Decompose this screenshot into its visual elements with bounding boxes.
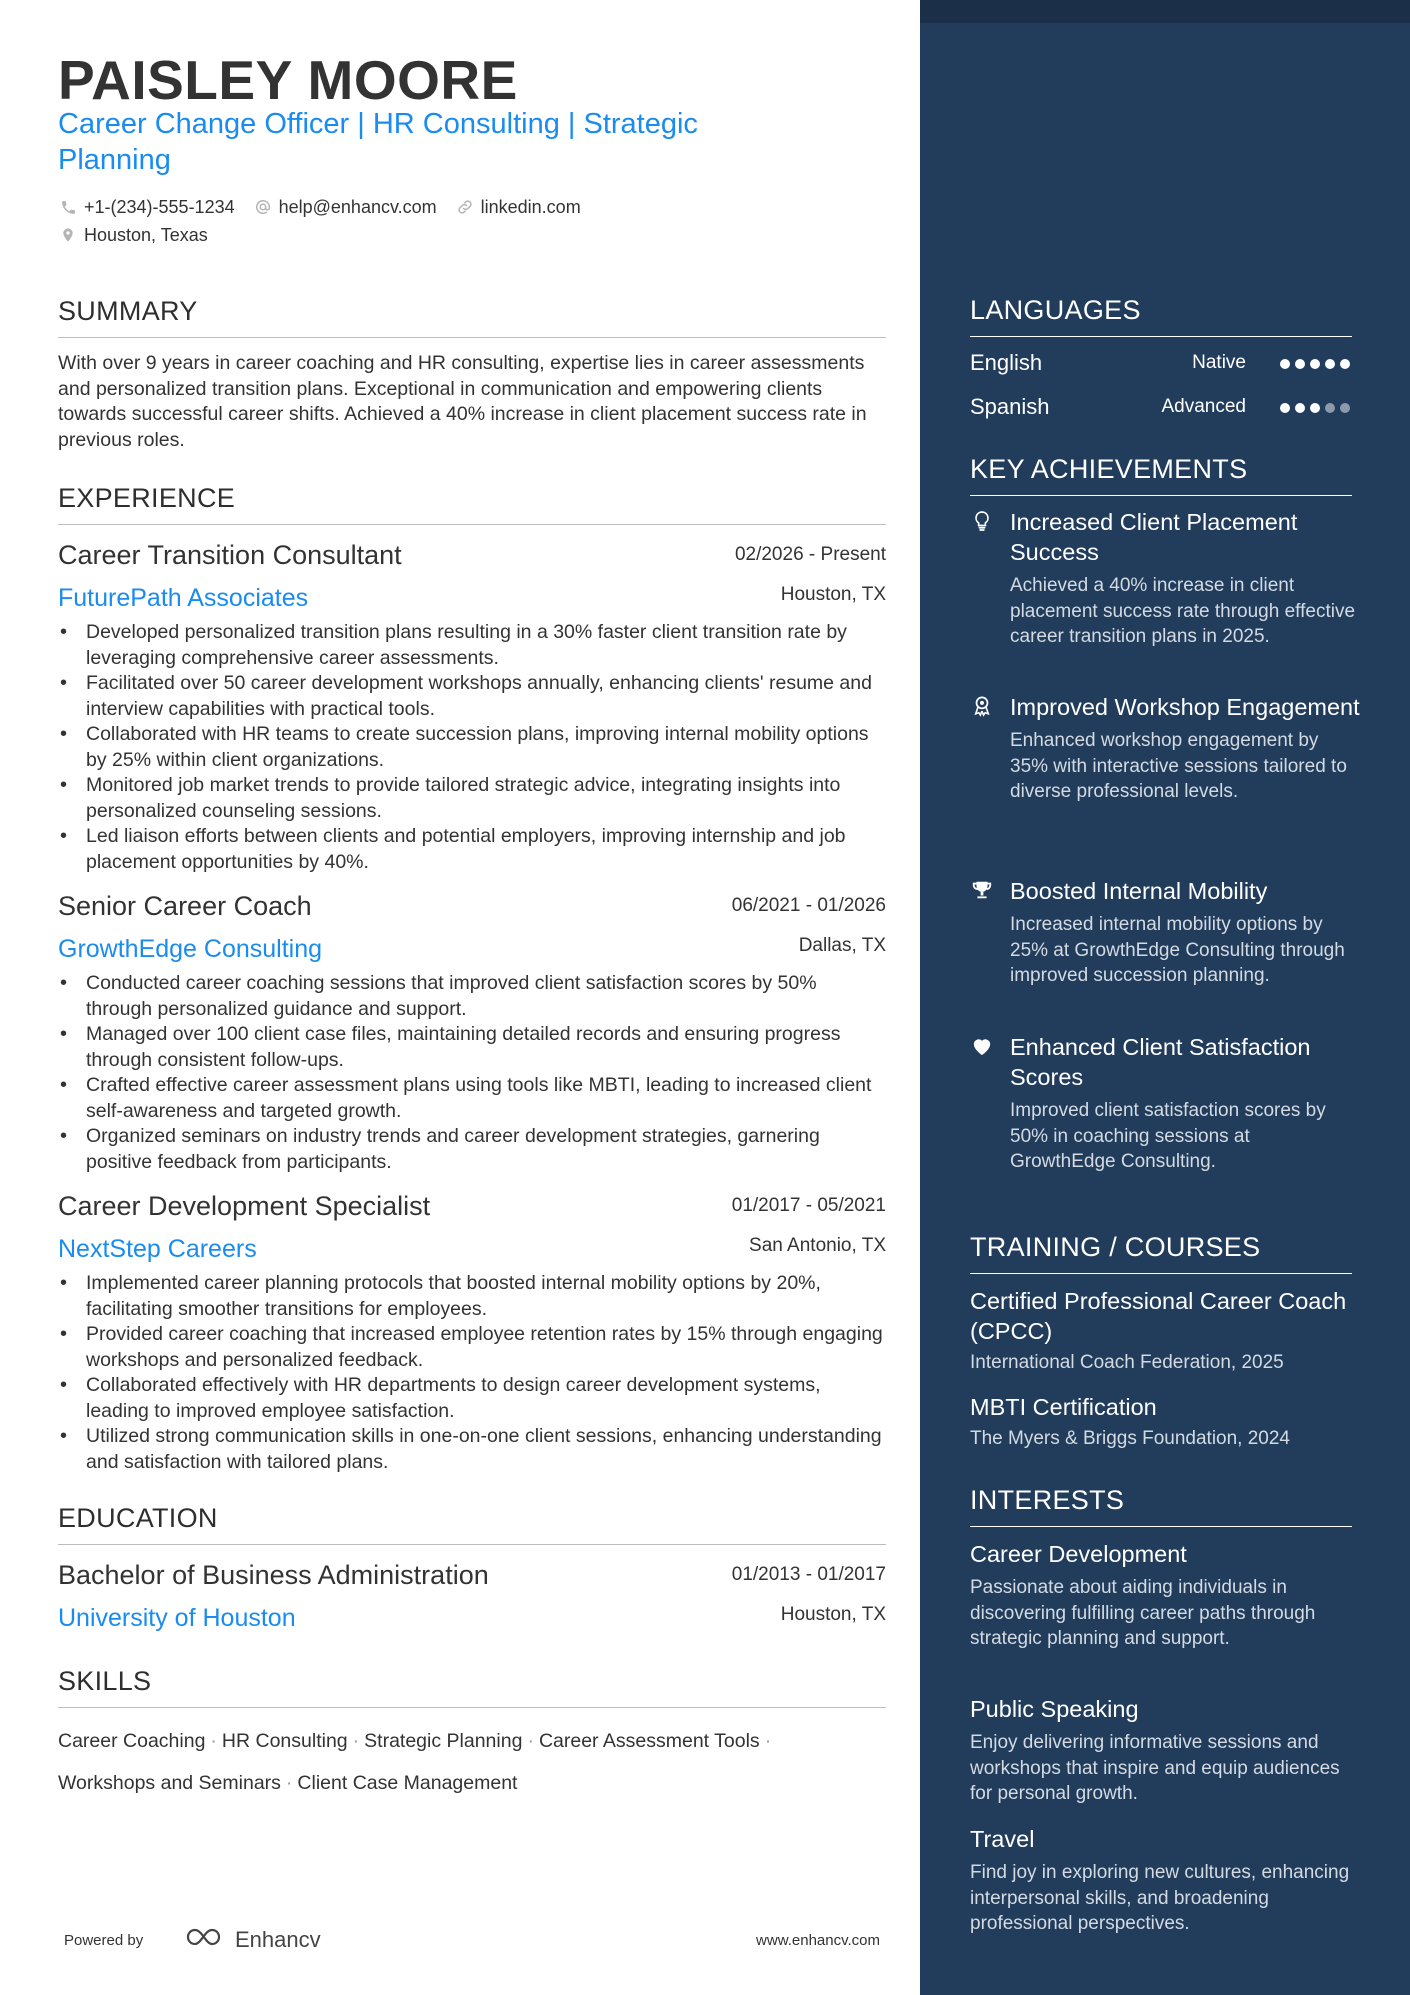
language-row <box>970 350 1352 380</box>
skill-item: Career Coaching <box>58 1730 206 1752</box>
dot-filled <box>1295 359 1305 369</box>
achievement-title: Enhanced Client Satisfaction Scores <box>1010 1034 1311 1090</box>
interest-desc: Passionate about aiding individuals in discovering fulfilling career paths through strategic planning and support. <box>970 1577 1316 1649</box>
skills-list <box>58 1720 888 1804</box>
job-bullet: • Collaborated effectively with HR departments to design career development systems, leading to improved employee satisfaction. <box>58 1373 886 1424</box>
job-entry <box>58 1191 886 1475</box>
achievement-item <box>970 692 1360 805</box>
job-company: FuturePath Associates <box>58 584 309 612</box>
skill-separator: · <box>210 1730 217 1752</box>
job-bullet: • Developed personalized transition plans resulting in a 30% faster client transition rate by leveraging comprehensive career assessments. <box>58 620 886 671</box>
skills-heading: SKILLS <box>58 1666 886 1708</box>
dot-filled <box>1310 359 1320 369</box>
education-date: 01/2013 - 01/2017 <box>731 1564 886 1585</box>
location-text: Houston, Texas <box>84 224 208 245</box>
interests-heading: INTERESTS <box>970 1485 1352 1527</box>
interest-item <box>970 1539 1360 1652</box>
summary-text: With over 9 years in career coaching and HR consulting, expertise lies in career assessments and personalized transition plans. Exceptional in communication and empowering clients towards successful career shifts. Achieved a 40% increase in client placement success rate in previous roles. <box>58 352 867 451</box>
dot-empty <box>1340 403 1350 413</box>
job-bullet: • Collaborated with HR teams to create succession plans, improving internal mobility options by 25% within client organizations. <box>58 722 886 773</box>
dot-filled <box>1325 359 1335 369</box>
brand-name: Enhancv <box>235 1927 321 1952</box>
contact-location <box>58 225 208 246</box>
language-level: Advanced <box>1161 396 1246 417</box>
job-bullets <box>58 971 886 1175</box>
job-bullet: • Utilized strong communication skills in one-on-one client sessions, enhancing understanding and satisfaction with tailored plans. <box>58 1424 886 1475</box>
dot-filled <box>1280 403 1290 413</box>
course-title: Certified Professional Career Coach (CPCC) <box>970 1288 1347 1344</box>
interest-title: Public Speaking <box>970 1696 1139 1722</box>
job-bullet: • Organized seminars on industry trends and career development strategies, garnering positive feedback from participants. <box>58 1124 886 1175</box>
job-title: Career Transition Consultant <box>58 540 402 570</box>
candidate-name: PAISLEY MOORE <box>58 49 518 111</box>
course-title: MBTI Certification <box>970 1394 1157 1420</box>
interest-item <box>970 1824 1360 1937</box>
achievement-title: Improved Workshop Engagement <box>1010 694 1360 720</box>
experience-heading: EXPERIENCE <box>58 483 886 525</box>
job-bullets <box>58 1271 886 1475</box>
language-level: Native <box>1192 352 1246 373</box>
job-company: GrowthEdge Consulting <box>58 935 323 963</box>
headline: Career Change Officer | HR Consulting | Strategic Planning <box>58 108 698 176</box>
job-company: NextStep Careers <box>58 1235 257 1263</box>
achievement-desc: Achieved a 40% increase in client placement success rate through effective career transition plans in 2025. <box>1010 575 1356 647</box>
job-title: Senior Career Coach <box>58 891 312 921</box>
job-bullet: • Managed over 100 client case files, maintaining detailed records and ensuring progress through consistent follow-ups. <box>58 1022 886 1073</box>
job-bullet: • Led liaison efforts between clients and potential employers, improving internship and job placement opportunities by 40%. <box>58 824 886 875</box>
at-icon <box>253 197 273 217</box>
heart-icon <box>970 1034 994 1058</box>
powered-by-text: Powered by <box>64 1932 144 1949</box>
interest-desc: Find joy in exploring new cultures, enhancing interpersonal skills, and broadening professional perspectives. <box>970 1862 1350 1934</box>
location-pin-icon <box>58 225 78 245</box>
course-item <box>970 1392 1360 1450</box>
achievement-desc: Enhanced workshop engagement by 35% with interactive sessions tailored to diverse professional levels. <box>1010 730 1347 802</box>
dot-filled <box>1295 403 1305 413</box>
job-location: San Antonio, TX <box>749 1235 886 1256</box>
dot-filled <box>1310 403 1320 413</box>
sidebar-top-band <box>920 0 1410 23</box>
achievement-item <box>970 876 1360 989</box>
languages-heading: LANGUAGES <box>970 295 1352 337</box>
language-name: English <box>970 350 1043 375</box>
interest-desc: Enjoy delivering informative sessions and workshops that inspire and equip audiences for personal growth. <box>970 1732 1340 1804</box>
job-date: 02/2026 - Present <box>734 544 886 565</box>
school-name: University of Houston <box>58 1604 296 1632</box>
dot-filled <box>1340 359 1350 369</box>
course-org: International Coach Federation, 2025 <box>970 1352 1284 1373</box>
job-entry <box>58 891 886 1175</box>
language-row <box>970 394 1352 424</box>
achievement-title: Boosted Internal Mobility <box>1010 878 1268 904</box>
achievement-item <box>970 1032 1360 1175</box>
linkedin-text: linkedin.com <box>480 196 581 217</box>
job-bullet: • Monitored job market trends to provide tailored strategic advice, integrating insights into personalized counseling sessions. <box>58 773 886 824</box>
skill-item: HR Consulting <box>221 1730 348 1752</box>
job-date: 01/2017 - 05/2021 <box>731 1195 886 1216</box>
education-heading: EDUCATION <box>58 1503 886 1545</box>
enhancv-logo[interactable] <box>183 1925 321 1955</box>
education-entry <box>58 1560 886 1633</box>
job-location: Houston, TX <box>780 584 886 605</box>
lightbulb-icon <box>970 509 994 533</box>
job-title: Career Development Specialist <box>58 1191 431 1221</box>
job-bullet: • Crafted effective career assessment plans using tools like MBTI, leading to increased client self-awareness and targeted growth. <box>58 1073 886 1124</box>
medal-icon <box>970 694 994 718</box>
dot-filled <box>1280 359 1290 369</box>
education-location: Houston, TX <box>780 1604 886 1625</box>
trophy-icon <box>970 878 994 902</box>
skill-separator: · <box>527 1730 534 1752</box>
job-bullet: • Conducted career coaching sessions that improved client satisfaction scores by 50% through personalized guidance and support. <box>58 971 886 1022</box>
skill-item: Career Assessment Tools <box>538 1730 760 1752</box>
achievement-item <box>970 507 1360 650</box>
job-bullet: • Facilitated over 50 career development workshops annually, enhancing clients' resume and interview capabilities with practical tools. <box>58 671 886 722</box>
contact-email[interactable] <box>253 197 437 218</box>
language-proficiency-dots <box>1280 359 1350 369</box>
job-entry <box>58 540 886 875</box>
footer <box>58 1925 880 1955</box>
interest-title: Travel <box>970 1826 1035 1852</box>
achievement-title: Increased Client Placement Success <box>1010 509 1298 565</box>
achievement-desc: Increased internal mobility options by 25% at GrowthEdge Consulting through improved succession planning. <box>1010 914 1345 986</box>
skill-item: Client Case Management <box>297 1772 518 1794</box>
sidebar <box>920 0 1410 1995</box>
job-bullet: • Provided career coaching that increased employee retention rates by 15% through engaging workshops and personalized feedback. <box>58 1322 886 1373</box>
language-name: Spanish <box>970 394 1050 419</box>
achievements-heading: KEY ACHIEVEMENTS <box>970 454 1352 496</box>
training-heading: TRAINING / COURSES <box>970 1232 1352 1274</box>
achievement-desc: Improved client satisfaction scores by 50% in coaching sessions at GrowthEdge Consulting. <box>1010 1100 1326 1172</box>
phone-text: +1-(234)-555-1234 <box>84 196 235 217</box>
interest-item <box>970 1694 1360 1807</box>
skill-item: Workshops and Seminars <box>58 1772 281 1794</box>
course-org: The Myers & Briggs Foundation, 2024 <box>970 1428 1291 1449</box>
language-proficiency-dots <box>1280 403 1350 413</box>
skill-separator: · <box>352 1730 360 1752</box>
interest-title: Career Development <box>970 1541 1187 1567</box>
course-item <box>970 1286 1360 1374</box>
contact-info <box>58 193 878 249</box>
job-location: Dallas, TX <box>798 935 886 956</box>
contact-phone <box>58 197 235 218</box>
dot-empty <box>1325 403 1335 413</box>
job-bullet: • Implemented career planning protocols that boosted internal mobility options by 20%, facilitating smoother transitions for employees. <box>58 1271 886 1322</box>
degree-title: Bachelor of Business Administration <box>58 1560 489 1590</box>
phone-icon <box>58 197 78 217</box>
job-bullets <box>58 620 886 875</box>
infinity-logo-icon <box>183 1925 229 1955</box>
skill-item: Strategic Planning <box>364 1730 523 1752</box>
job-date: 06/2021 - 01/2026 <box>731 895 886 916</box>
footer-site-link[interactable]: www.enhancv.com <box>756 1932 880 1949</box>
summary-heading: SUMMARY <box>58 296 886 338</box>
email-text: help@enhancv.com <box>278 196 437 217</box>
contact-linkedin[interactable] <box>455 197 581 218</box>
skill-separator: · <box>285 1772 293 1794</box>
skill-separator: · <box>764 1730 772 1752</box>
link-icon <box>455 197 475 217</box>
